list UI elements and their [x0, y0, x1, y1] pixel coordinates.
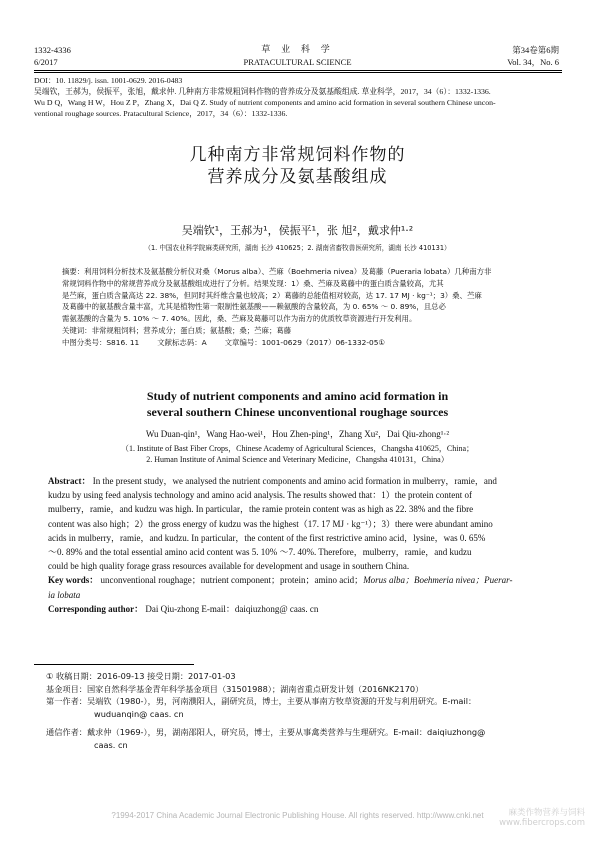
corresponding-author: Corresponding author： Dai Qiu-zhong E-mail：daiqiuzhong@ caas. cn	[48, 603, 319, 614]
affiliation-en	[0, 443, 595, 465]
affiliation-cn: （1. 中国农业科学院麻类研究所，湖南 长沙 410625；2. 湖南省畜牧兽医研究所，湖南 长沙 410131）	[144, 244, 451, 252]
running-header-right	[507, 44, 559, 68]
document-code: 文献标志码：A	[157, 337, 207, 347]
header-rule	[34, 70, 562, 71]
abstract-cn-line: 摘要：利用饲料分析技术及氨基酸分析仪对桑（Morus alba）、苎麻（Boehmeria nivea）及葛藤（Pueraria lobata）几种南方非	[62, 267, 492, 276]
keywords-en: Key words： unconventional roughage；nutrient component；protein；amino acid；Morus alba；Boehmeria nivea；Puerar-	[48, 575, 513, 586]
header-rule-thin	[34, 72, 562, 73]
abstract-label: Abstract：	[48, 476, 91, 486]
watermark	[499, 808, 585, 828]
clc-number: 中图分类号：S816. 11	[62, 337, 140, 347]
doi: DOI：10. 11829/j. issn. 1001-0629. 2016-0483	[34, 76, 183, 85]
abstract-cn-line: 是苎麻，蛋白质含量高达 22. 38%，但同时其纤维含量也较高；2）葛藤的总能值相对较高，达 17. 17 MJ · kg⁻¹；3）桑、苎麻	[62, 290, 482, 300]
issn: 1332-4336	[34, 45, 71, 55]
volume-cn: 第34卷第6期	[512, 45, 559, 55]
title-en-line2: several southern Chinese unconventional roughage sources	[146, 405, 449, 419]
citation-block	[34, 75, 562, 119]
abstract-en-line: ～0. 89% and the total essential amino acid content was 5. 10% ～7. 40%. Therefore，mulberry，ramie，and kudzu	[48, 547, 472, 558]
journal-name-cn: 草 业 科 学	[261, 45, 334, 55]
watermark-line1: 麻类作物营养与饲料	[508, 808, 585, 818]
footnotes	[46, 670, 556, 751]
abstract-en	[48, 474, 550, 616]
abstract-en-line: content was also high；2）the gross energy of kudzu was the highest（17. 17 MJ · kg⁻¹）；3）there were abundant amino	[48, 518, 493, 529]
authors-cn: 吴端钦¹，王郝为¹，侯振平¹，张 旭²，戴求仲¹·²	[181, 224, 414, 237]
abstract-en-line: Abstract： In the present study，we analysed the nutrient components and amino acid formation in mulberry，ramie，and	[48, 476, 497, 486]
corresponding-author-email: caas. cn	[94, 739, 128, 750]
title-cn-line1: 几种南方非常规饲料作物的	[189, 145, 406, 165]
title-cn	[0, 144, 595, 188]
journal-name-en: PRATACULTURAL SCIENCE	[243, 57, 352, 67]
classification-row	[62, 337, 537, 349]
keywords-cn: 关键词：非常规粗饲料；营养成分；蛋白质；氨基酸；桑；苎麻；葛藤	[62, 325, 292, 335]
title-cn-line2: 营养成分及氨基酸组成	[207, 167, 388, 187]
title-en-line1: Study of nutrient components and amino acid formation in	[146, 389, 449, 403]
affiliation-en-line1: （1. Institute of Bast Fiber Crops，Chinese Academy of Agricultural Sciences，Changsha 410625，China；	[120, 444, 475, 453]
abstract-cn	[62, 266, 537, 349]
first-author-info: 第一作者：吴端钦（1980-），男，河南濮阳人，副研究员，博士，主要从事南方牧草资源的开发与利用研究。E-mail：	[46, 696, 477, 706]
abstract-en-line: acids in mulberry，ramie，and kudzu. In particular，the content of the first restrictive amino acid，lysine，was 0. 65%	[48, 532, 486, 543]
article-number: 文章编号：1001-0629（2017）06-1332-05①	[224, 337, 386, 347]
keywords-en-cont: ia lobata	[48, 589, 81, 600]
authors-en: Wu Duan-qin¹，Wang Hao-wei¹，Hou Zhen-ping¹，Zhang Xu²，Dai Qiu-zhong¹·²	[145, 429, 450, 439]
received-date: ① 收稿日期：2016-09-13 接受日期：2017-01-03	[46, 671, 236, 681]
fund-info: 基金项目：国家自然科学基金青年科学基金项目（31501988）；湖南省重点研发计划（2016NK2170）	[46, 683, 424, 694]
abstract-cn-line: 需氨基酸的含量为 5. 10% ～ 7. 40%。因此，桑、苎麻及葛藤可以作为南方的优质牧草资源进行开发利用。	[62, 314, 417, 324]
title-en	[0, 388, 595, 420]
footnote-rule	[34, 664, 194, 665]
abstract-en-line: could be high quality forage grass resources available for development and usage in southern China.	[48, 561, 410, 572]
citation-en-line1: Wu D Q，Wang H W，Hou Z P，Zhang X，Dai Q Z. Study of nutrient components and amino acid formation in several southern Chinese uncon-	[34, 98, 496, 107]
watermark-line2: www.fibercrops.com	[499, 818, 585, 828]
first-author-email: wuduanqin@ caas. cn	[94, 708, 184, 719]
keywords-label: Key words：	[48, 575, 99, 586]
volume-en: Vol. 34，No. 6	[507, 57, 559, 67]
affiliation-en-line2: 2. Human Institute of Animal Science and Veterinary Medicine，Changsha 410131，China）	[146, 455, 449, 464]
abstract-en-line: kudzu by using feed analysis technology and amino acid analysis. The results showed that：1）the protein content of	[48, 490, 472, 501]
abstract-cn-line: 常规饲料作物中的常规营养成分及氨基酸组成进行了分析。结果发现：1）桑、苎麻及葛藤中的蛋白质含量较高，尤其	[62, 278, 444, 288]
issue-date: 6/2017	[34, 57, 58, 67]
citation-cn: 吴端钦，王郝为，侯振平，张旭，戴求仲. 几种南方非常规粗饲料作物的营养成分及氨基酸组成. 草业科学，2017，34（6）：1332-1336.	[34, 87, 491, 96]
corresponding-author-info: 通信作者：戴求仲（1969-），男，湖南邵阳人，研究员，博士，主要从事禽类营养与生理研究。E-mail：daiqiuzhong@	[46, 727, 486, 737]
abstract-en-line: mulberry，ramie，and kudzu was high. In particular，the ramie protein content was as high as 22. 38% and the fibre	[48, 504, 474, 515]
copyright-bar: ?1994-2017 China Academic Journal Electronic Publishing House. All rights reserved. http://www.cnki.net	[111, 811, 484, 820]
citation-en-line2: ventional roughage sources. Pratacultural Science，2017，34（6）：1332-1336.	[34, 109, 288, 118]
abstract-cn-line: 及葛藤中的氨基酸含量丰富，尤其是植物性第一限制性氨基酸——赖氨酸的含量较高，为 0. 65% ～ 0. 89%，且总必	[62, 302, 446, 312]
corresponding-label: Corresponding author：	[48, 603, 144, 614]
running-header-center	[0, 44, 595, 68]
